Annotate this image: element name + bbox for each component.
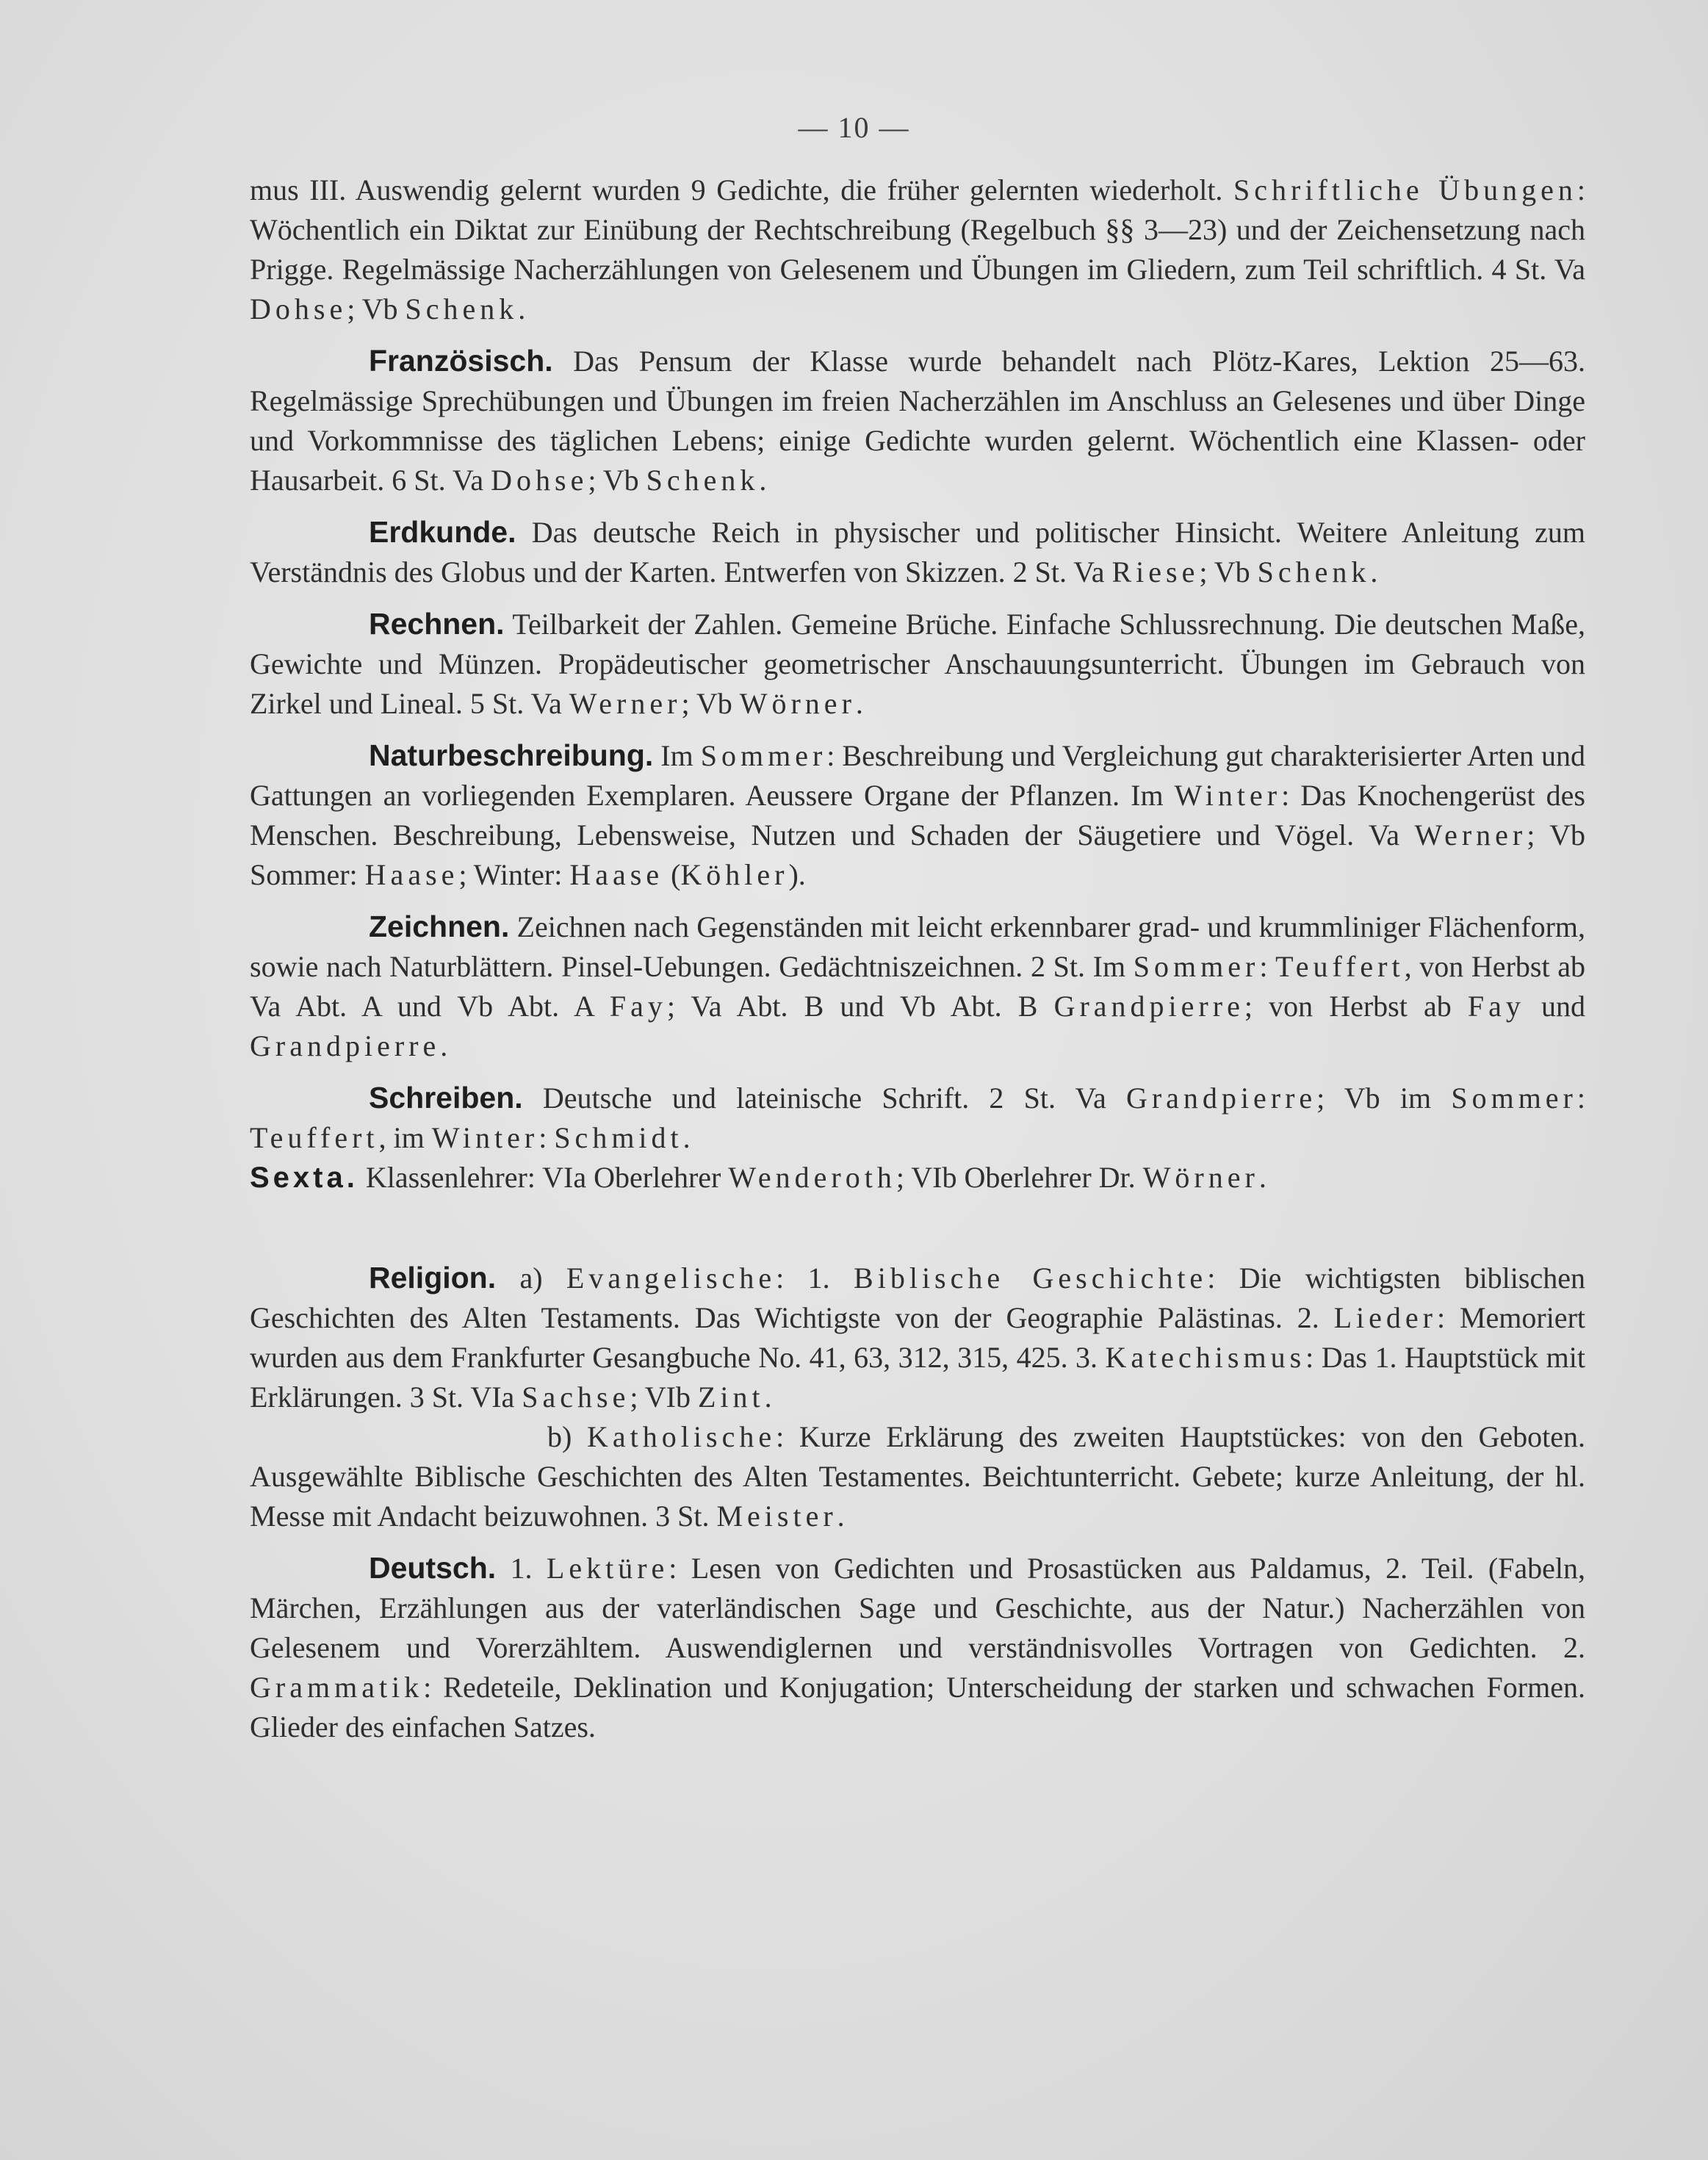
teacher-name: Dohse	[491, 464, 588, 497]
teacher-name: Wörner	[1142, 1161, 1259, 1194]
teacher-name: Grandpierre	[250, 1029, 441, 1062]
text-run: ; VIb	[630, 1380, 698, 1414]
text-run: .	[440, 1029, 448, 1062]
text-run: : Die wichtigsten biblischen Geschichten des Alten Testaments. Das Wichtigste von der Geographie Palästinas. 2.	[250, 1261, 1585, 1334]
text-run: ; Vb	[588, 464, 646, 497]
spaced-term: Evangelische	[566, 1261, 776, 1295]
text-run: ; Vb im	[1316, 1081, 1452, 1115]
text-run: .	[759, 464, 767, 497]
subject-heading: Religion.	[369, 1261, 497, 1295]
text-run: ; von Herbst ab	[1244, 990, 1468, 1023]
text-run: Klassenlehrer: VIa Oberlehrer	[358, 1161, 729, 1194]
text-run: ; Vb	[681, 687, 740, 720]
teacher-name: Teuffert	[250, 1121, 379, 1154]
paragraph-religion-katholisch	[250, 1417, 1585, 1536]
subject-heading: Rechnen.	[369, 607, 505, 641]
class-header-sexta	[250, 1158, 1585, 1198]
spaced-term: Grammatik	[250, 1671, 424, 1704]
teacher-name: Riese	[1111, 555, 1200, 588]
subject-heading: Naturbeschreibung.	[369, 738, 654, 772]
text-run: :	[1259, 950, 1276, 983]
spaced-term: Biblische Geschichte	[854, 1261, 1208, 1295]
teacher-name: Wörner	[739, 687, 856, 720]
text-run: : Wöchentlich ein Diktat zur Einübung der Rechtschreibung (Regelbuch §§ 3—23) und der Zeichensetzung nach Prigge. Regelmässige Nacherzählungen von Gelesenem und Übungen im Gliedern, zum Teil schriftlich. 4 St. Va	[250, 173, 1585, 286]
text-run: , im	[378, 1121, 432, 1154]
teacher-name: Haase	[364, 858, 459, 891]
paragraph-franzoesisch	[250, 341, 1585, 500]
text-run: : 1.	[776, 1261, 854, 1295]
subject-heading: Schreiben.	[369, 1081, 523, 1115]
spaced-term: Sommer	[1451, 1081, 1577, 1115]
class-label: Sexta.	[250, 1162, 358, 1194]
text-run: : Das 1. Hauptstück mit Erklärungen. 3 St. VIa	[250, 1341, 1585, 1414]
teacher-name: Schmidt	[554, 1121, 683, 1154]
spaced-term: Lektüre	[546, 1552, 669, 1585]
paragraph-naturbeschreibung	[250, 735, 1585, 895]
teacher-name: Köhler	[680, 858, 789, 891]
spaced-term: Katechismus	[1105, 1341, 1306, 1374]
text-run: Im	[653, 739, 701, 772]
text-run: :	[1577, 1081, 1585, 1115]
teacher-name: Schenk	[646, 464, 760, 497]
paragraph-religion	[250, 1258, 1585, 1417]
text-run: ; Winter:	[458, 858, 570, 891]
text-run: mus III. Auswendig gelernt wurden 9 Gedichte, die früher gelernten wiederholt.	[250, 173, 1234, 206]
text-run: ; Vb	[1199, 555, 1258, 588]
text-run: Deutsche und lateinische Schrift. 2 St. Va	[522, 1081, 1126, 1115]
teacher-name: Meister	[716, 1500, 837, 1533]
subject-heading: Zeichnen.	[369, 910, 510, 943]
text-run: : Memoriert wurden aus dem Frankfurter Gesangbuche No. 41, 63, 312, 315, 425. 3.	[250, 1301, 1585, 1374]
text-run: ; Va Abt. B und Vb Abt. B	[666, 990, 1054, 1023]
text-run: : Beschreibung und Vergleichung gut charakterisierter Arten und Gattungen an vorliegenden Exemplaren. Aeussere Organe der Pflanzen. Im	[250, 739, 1585, 812]
teacher-name: Sachse	[522, 1380, 630, 1414]
text-run: ).	[788, 858, 806, 891]
spaced-term: Lieder	[1333, 1301, 1437, 1334]
text-run: :	[538, 1121, 555, 1154]
subject-heading: Deutsch.	[369, 1551, 497, 1585]
subject-heading: Erdkunde.	[369, 515, 516, 549]
document-body	[250, 170, 1585, 1747]
paragraph-erdkunde	[250, 512, 1585, 592]
teacher-name: Werner	[1414, 818, 1527, 852]
paragraph-zeichnen	[250, 907, 1585, 1066]
teacher-name: Grandpierre	[1125, 1081, 1317, 1115]
text-run: .	[855, 687, 863, 720]
text-run: .	[1258, 1161, 1266, 1194]
text-run: b)	[547, 1420, 588, 1453]
teacher-name: Wenderoth	[728, 1161, 896, 1194]
subject-heading: Französisch.	[369, 344, 553, 378]
text-run: Das deutsche Reich in physischer und politischer Hinsicht. Weitere Anleitung zum Verständnis des Globus und der Karten. Entwerfen von Skizzen. 2 St. Va	[250, 516, 1585, 588]
paragraph-deutsch-continuation	[250, 170, 1585, 329]
teacher-name: Fay	[1467, 990, 1525, 1023]
text-run: .	[682, 1121, 691, 1154]
paragraph-rechnen	[250, 604, 1585, 724]
text-run: Das Pensum der Klasse wurde behandelt nach Plötz-Kares, Lektion 25—63. Regelmässige Sprechübungen und Übungen im freien Nacherzählen im Anschluss an Gelesenes und über Dinge und Vorkommnisse des täglichen Lebens; einige Gedichte wurden gelernt. Wöchentlich eine Klassen- oder Hausarbeit. 6 St. Va	[250, 345, 1585, 497]
paragraph-deutsch	[250, 1548, 1585, 1747]
spaced-term: Winter	[1174, 779, 1282, 812]
teacher-name: Fay	[609, 990, 667, 1023]
text-run: : Kurze Erklärung des zweiten Hauptstückes: von den Geboten. Ausgewählte Biblische Geschichten des Alten Testamentes. Beichtunterricht. Gebete; kurze Anleitung, der hl. Messe mit Andacht beizuwohnen. 3 St.	[250, 1420, 1585, 1533]
text-run: 1.	[496, 1552, 547, 1585]
text-run: Zeichnen nach Gegenständen mit leicht erkennbarer grad- und krummliniger Flächenform, sowie nach Naturblättern. Pinsel-Uebungen. Gedächtniszeichnen. 2 St. Im	[250, 910, 1585, 983]
text-run: .	[764, 1380, 772, 1414]
spaced-term: Katholische	[587, 1420, 776, 1453]
page-number: — 10 —	[798, 111, 910, 144]
teacher-name: Schenk	[405, 292, 519, 325]
text-run: a)	[496, 1261, 566, 1295]
text-run: Teilbarkeit der Zahlen. Gemeine Brüche. Einfache Schlussrechnung. Die deutschen Maße, Gewichte und Münzen. Propädeutischer geometrischer Anschauungsunterricht. Übungen im Gebrauch von Zirkel und Lineal. 5 St. Va	[250, 608, 1585, 720]
text-run: , von Herbst ab Va Abt. A und Vb Abt. A	[250, 950, 1585, 1023]
spaced-term: Sommer	[1133, 950, 1260, 983]
text-run: : Redeteile, Deklination und Konjugation; Unterscheidung der starken und schwachen Formen. Glieder des einfachen Satzes.	[250, 1671, 1585, 1743]
teacher-name: Grandpierre	[1053, 990, 1244, 1023]
text-run: .	[1370, 555, 1378, 588]
text-run: : Lesen von Gedichten und Prosastücken aus Paldamus, 2. Teil. (Fabeln, Märchen, Erzählungen aus der vaterländischen Sage und Geschichte, aus der Natur.) Nacherzählen von Gelesenem und Vorerzähltem. Auswendiglernen und verständnisvolles Vortragen von Gedichten. 2.	[250, 1552, 1586, 1664]
teacher-name: Dohse	[250, 292, 347, 325]
text-run: ; Vb Sommer:	[250, 818, 1585, 891]
text-run: .	[837, 1500, 845, 1533]
teacher-name: Zint	[697, 1380, 765, 1414]
teacher-name: Schenk	[1257, 555, 1371, 588]
teacher-name: Teuffert	[1275, 950, 1405, 983]
spaced-term: Winter	[431, 1121, 539, 1154]
text-run: und	[1524, 990, 1586, 1023]
text-run: .	[518, 292, 526, 325]
teacher-name: Werner	[569, 687, 682, 720]
spaced-term: Schriftliche Übungen	[1233, 173, 1577, 206]
text-run: ; Vb	[347, 292, 406, 325]
teacher-name: Haase	[569, 858, 664, 891]
text-run: : Das Knochengerüst des Menschen. Beschreibung, Lebensweise, Nutzen und Schaden der Säugetiere und Vögel. Va	[250, 779, 1585, 852]
text-run: ; VIb Oberlehrer Dr.	[896, 1161, 1143, 1194]
paragraph-schreiben	[250, 1078, 1585, 1158]
text-run: (	[663, 858, 681, 891]
spaced-term: Sommer	[700, 739, 827, 772]
